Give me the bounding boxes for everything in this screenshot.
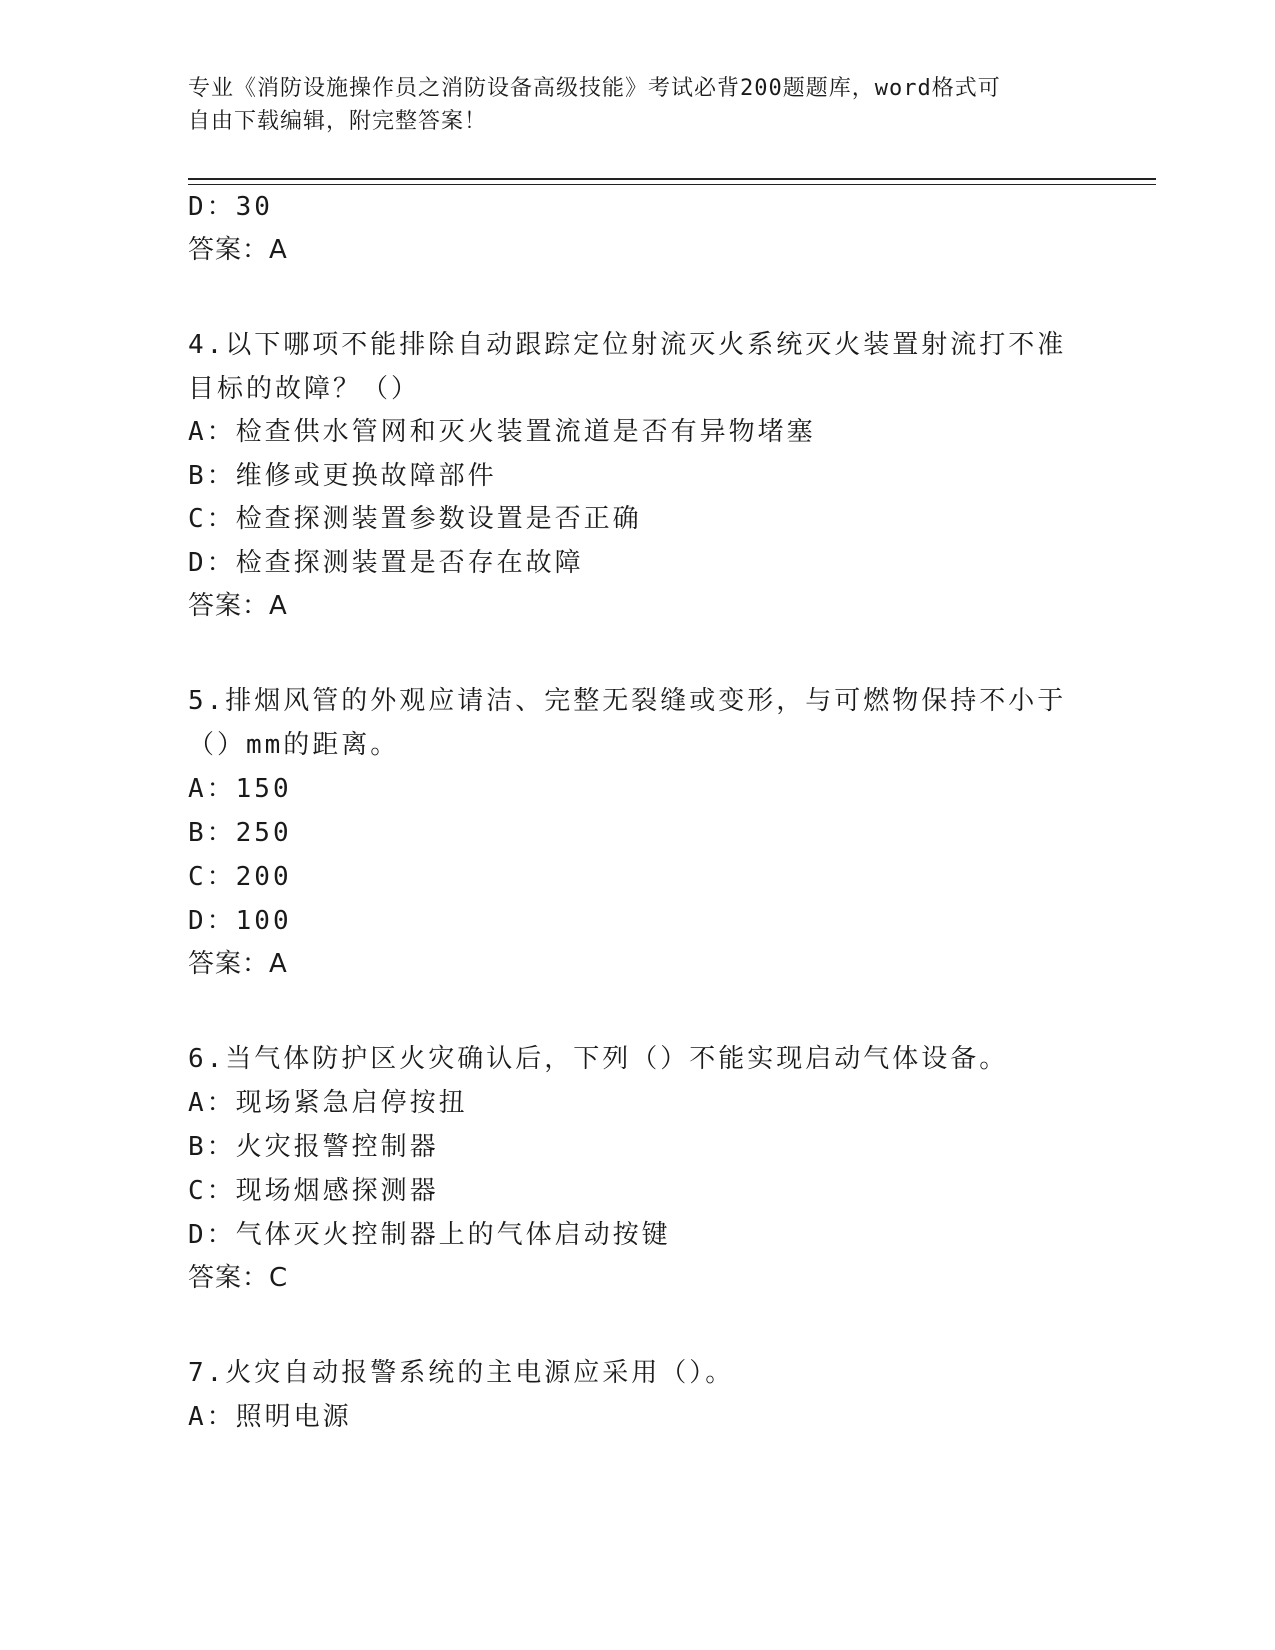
header-line-1: 专业《消防设施操作员之消防设备高级技能》考试必背200题题库，word格式可	[188, 76, 1001, 101]
q4-option-d: D：检查探测装置是否存在故障	[188, 548, 584, 578]
q4-answer: 答案：A	[188, 591, 288, 621]
q5-text-line-1: 5.排烟风管的外观应请洁、完整无裂缝或变形，与可燃物保持不小于	[188, 686, 1067, 716]
q5-option-b: B：250	[188, 818, 292, 848]
q3-answer: 答案：A	[188, 235, 288, 265]
q5-option-c: C：200	[188, 862, 292, 892]
q6-option-b: B：火灾报警控制器	[188, 1132, 439, 1162]
q6-answer: 答案：C	[188, 1263, 289, 1293]
q4-text-line-2: 目标的故障？（）	[188, 374, 421, 404]
q5-text-line-2: （）mm的距离。	[188, 730, 400, 760]
q6-option-a: A：现场紧急启停按扭	[188, 1088, 468, 1118]
q6-option-c: C：现场烟感探测器	[188, 1176, 439, 1206]
q5-option-a: A：150	[188, 774, 292, 804]
q6-text-line-1: 6.当气体防护区火灾确认后，下列（）不能实现启动气体设备。	[188, 1044, 1009, 1074]
q3-option-d: D：30	[188, 192, 273, 222]
q7-text-line-1: 7.火灾自动报警系统的主电源应采用（）。	[188, 1358, 735, 1388]
q5-option-d: D：100	[188, 906, 292, 936]
q6-option-d: D：气体灭火控制器上的气体启动按键	[188, 1220, 671, 1250]
q4-text-line-1: 4.以下哪项不能排除自动跟踪定位射流灭火系统灭火装置射流打不准	[188, 330, 1067, 360]
header-divider-thin	[188, 184, 1156, 185]
q4-option-b: B：维修或更换故障部件	[188, 461, 497, 491]
q4-option-a: A：检查供水管网和灭火装置流道是否有异物堵塞	[188, 417, 816, 447]
q7-option-a: A：照明电源	[188, 1402, 352, 1432]
header-line-2: 自由下载编辑，附完整答案！	[188, 109, 488, 134]
page-header	[188, 72, 1088, 138]
q4-option-c: C：检查探测装置参数设置是否正确	[188, 504, 642, 534]
header-divider-thick	[188, 178, 1156, 180]
q5-answer: 答案：A	[188, 949, 288, 979]
